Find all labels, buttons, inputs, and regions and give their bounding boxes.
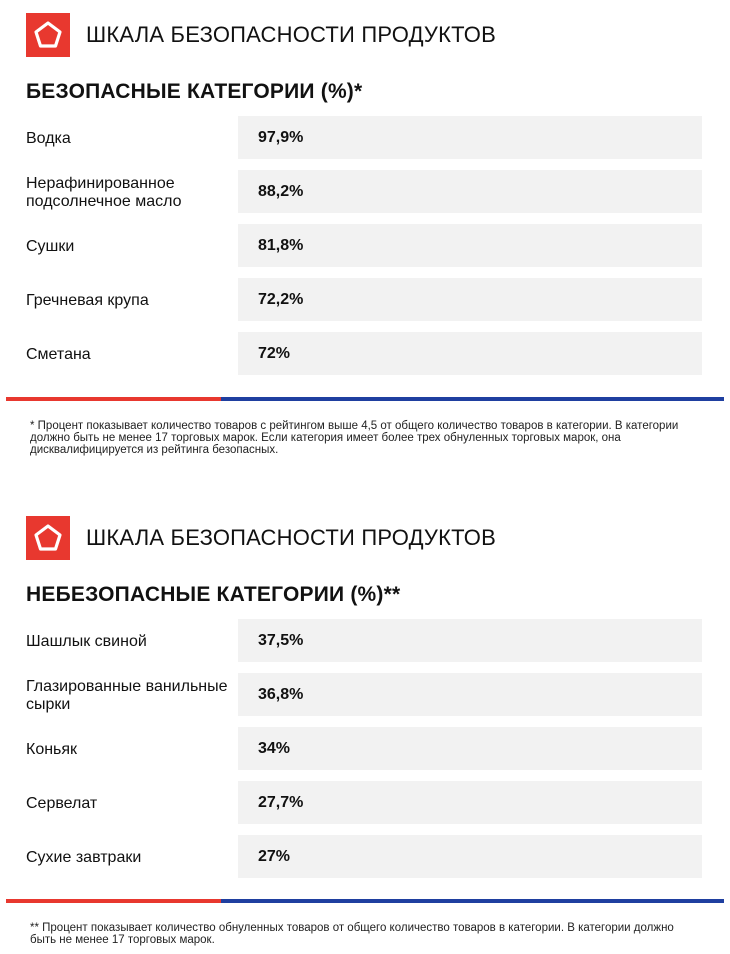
stripe-red (6, 899, 221, 903)
table-row (26, 615, 702, 669)
category-label: Коньяк (26, 741, 78, 758)
category-label: Шашлык свиной (26, 633, 147, 650)
value-cell (238, 835, 702, 878)
section-title: НЕБЕЗОПАСНЫЕ КАТЕГОРИИ (%)** (26, 583, 401, 606)
category-label: Сметана (26, 346, 91, 363)
value-cell (238, 170, 702, 213)
brand-title: ШКАЛА БЕЗОПАСНОСТИ ПРОДУКТОВ (86, 525, 496, 550)
category-value: 36,8% (258, 685, 304, 703)
pentagon-icon (33, 523, 63, 553)
brand-header (26, 12, 496, 58)
table-row (26, 328, 702, 382)
divider-stripe (6, 899, 724, 903)
category-label: Нерафинированное подсолнечное масло (26, 175, 182, 210)
value-cell (238, 332, 702, 375)
category-value: 72,2% (258, 290, 304, 308)
brand-logo (26, 13, 70, 57)
category-table (26, 615, 702, 885)
category-label: Сушки (26, 238, 75, 255)
category-value: 72% (258, 344, 291, 362)
category-table (26, 112, 702, 382)
category-label: Сухие завтраки (26, 849, 142, 866)
category-label: Сервелат (26, 795, 98, 812)
table-row (26, 669, 702, 723)
value-cell (238, 116, 702, 159)
value-cell (238, 278, 702, 321)
table-row (26, 166, 702, 220)
value-cell (238, 224, 702, 267)
stripe-blue (221, 899, 724, 903)
category-value: 37,5% (258, 631, 304, 649)
footnote: * Процент показывает количество товаров с рейтингом выше 4,5 от общего количество товаров в категории. В категории должно быть не менее 17 торговых марок. Если категория имеет более трех обнуленных торговых марок, она дисквалифицируется из рейтинга безопасных. (30, 420, 679, 456)
table-row (26, 723, 702, 777)
table-row (26, 777, 702, 831)
brand-logo (26, 516, 70, 560)
safe-categories-panel (6, 0, 724, 470)
table-row (26, 220, 702, 274)
category-value: 88,2% (258, 182, 304, 200)
category-value: 81,8% (258, 236, 304, 254)
stripe-blue (221, 397, 724, 401)
category-value: 34% (258, 739, 291, 757)
category-value: 27% (258, 847, 291, 865)
brand-header (26, 515, 496, 561)
brand-title: ШКАЛА БЕЗОПАСНОСТИ ПРОДУКТОВ (86, 22, 496, 47)
category-label: Глазированные ванильные сырки (26, 678, 228, 713)
category-label: Гречневая крупа (26, 292, 149, 309)
value-cell (238, 727, 702, 770)
category-value: 97,9% (258, 128, 304, 146)
value-cell (238, 781, 702, 824)
pentagon-icon (33, 20, 63, 50)
value-cell (238, 673, 702, 716)
footnote: ** Процент показывает количество обнуленных товаров от общего количество товаров в категории. В категории должно быть не менее 17 торговых марок. (30, 922, 674, 946)
category-label: Водка (26, 130, 71, 147)
unsafe-categories-panel (6, 505, 724, 954)
table-row (26, 831, 702, 885)
divider-stripe (6, 397, 724, 401)
section-title: БЕЗОПАСНЫЕ КАТЕГОРИИ (%)* (26, 80, 363, 103)
stripe-red (6, 397, 221, 401)
table-row (26, 274, 702, 328)
table-row (26, 112, 702, 166)
value-cell (238, 619, 702, 662)
category-value: 27,7% (258, 793, 304, 811)
